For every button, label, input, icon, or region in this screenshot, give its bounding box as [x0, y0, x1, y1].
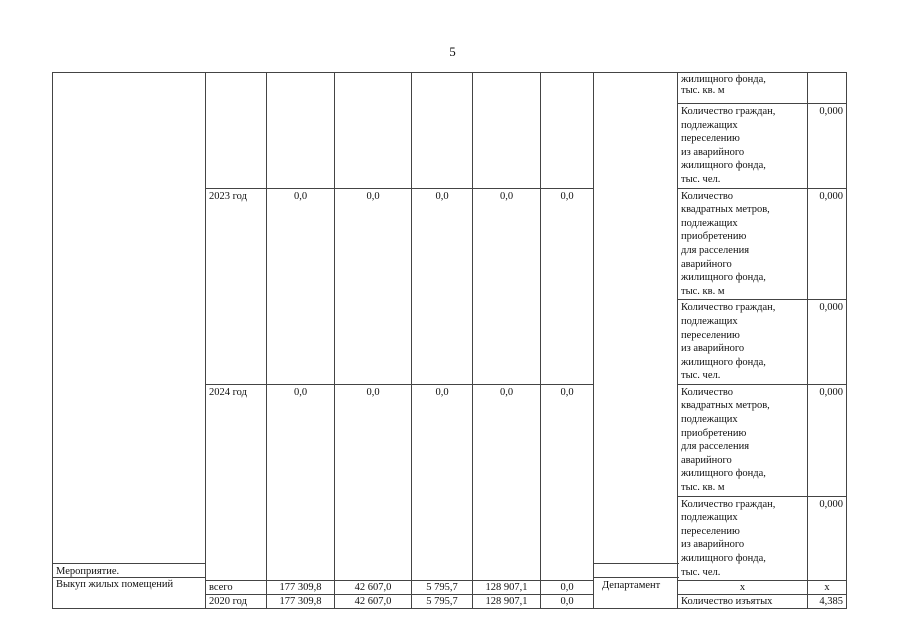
indicator-cell: Количество изъятых	[678, 595, 808, 609]
indicator-value: 0,000	[808, 384, 847, 496]
year-cell: 2023 год	[206, 188, 267, 384]
year-cell: 2020 год	[206, 595, 267, 609]
indicator-value	[808, 73, 847, 104]
value-cell: 177 309,8	[267, 595, 335, 609]
value-cell: 128 907,1	[473, 595, 541, 609]
year-cell: всего	[206, 581, 267, 595]
indicator-cell: Количество граждан, подлежащих переселению из аварийного жилищного фонда, тыс. чел.	[678, 104, 808, 189]
event-cell	[53, 73, 206, 609]
indicator-cell: х	[678, 581, 808, 595]
value-cell: 42 607,0	[335, 581, 412, 595]
program-table	[52, 72, 847, 609]
value-cell: 5 795,7	[412, 595, 473, 609]
value-cell: 0,0	[541, 581, 594, 595]
page-number: 5	[449, 44, 456, 59]
event-label-block	[56, 565, 173, 591]
value-cell: 0,0	[412, 384, 473, 580]
event-title: Мероприятие.	[56, 566, 120, 577]
value-cell: 42 607,0	[335, 595, 412, 609]
row-divider-exec2	[594, 577, 679, 578]
indicator-value: 0,000	[808, 496, 847, 581]
indicator-value: 0,000	[808, 104, 847, 189]
value-cell: 0,0	[473, 384, 541, 580]
indicator-value: 4,385	[808, 595, 847, 609]
executor-label: Департамент	[602, 580, 661, 591]
value-cell: 128 907,1	[473, 581, 541, 595]
table-row	[53, 73, 847, 104]
indicator-cell: Количество квадратных метров, подлежащих приобретению для расселения аварийного жилищного фонда, тыс. кв. м	[678, 384, 808, 496]
indicator-value: 0,000	[808, 188, 847, 300]
value-cell: 177 309,8	[267, 581, 335, 595]
indicator-value: 0,000	[808, 300, 847, 385]
value-cell: 0,0	[335, 188, 412, 384]
value-cell: 0,0	[473, 188, 541, 384]
year-cell: 2024 год	[206, 384, 267, 580]
indicator-cell: Количество квадратных метров, подлежащих приобретению для расселения аварийного жилищного фонда, тыс. кв. м	[678, 188, 808, 300]
year-cell	[206, 73, 267, 189]
indicator-cell: Количество граждан, подлежащих переселению из аварийного жилищного фонда, тыс. чел.	[678, 496, 808, 581]
executor-cell	[594, 73, 678, 609]
indicator-cell: Количество граждан, подлежащих переселению из аварийного жилищного фонда, тыс. чел.	[678, 300, 808, 385]
value-cell: 5 795,7	[412, 581, 473, 595]
value-cell: 0,0	[541, 595, 594, 609]
row-divider-mid	[52, 577, 206, 578]
value-cell: 0,0	[267, 188, 335, 384]
value-cell: 0,0	[267, 384, 335, 580]
indicator-cell: жилищного фонда, тыс. кв. м	[678, 73, 808, 104]
indicator-value: х	[808, 581, 847, 595]
value-cell: 0,0	[541, 188, 594, 384]
row-divider-left	[52, 563, 206, 564]
value-cell: 0,0	[335, 384, 412, 580]
value-cell: 0,0	[541, 384, 594, 580]
row-divider-exec	[594, 563, 679, 564]
value-cell: 0,0	[412, 188, 473, 384]
event-name: Выкуп жилых помещений	[56, 579, 174, 590]
